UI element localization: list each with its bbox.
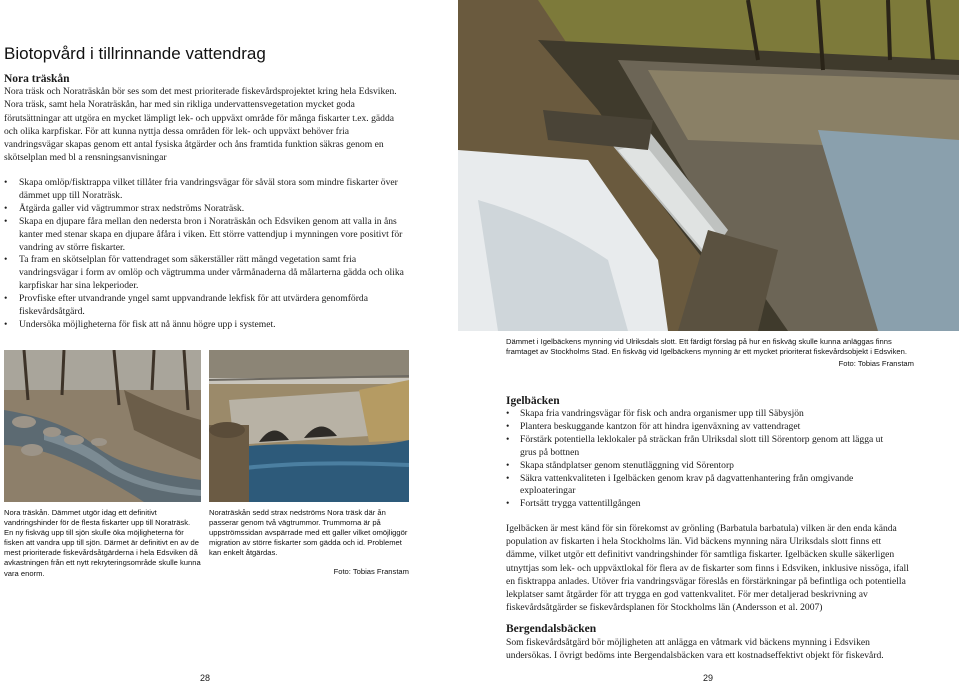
list-item: • Skapa omlöp/fisktrappa vilket tillåter fria vandringsvägar för såväl stora som mindre fiskarter över dämmet upp till Noraträsk. [4,177,408,203]
list-item: • Skapa fria vandringsvägar för fisk och andra organismer upp till Säbysjön [506,408,901,421]
stream-photo [4,350,201,502]
list-item: • Provfiske efter utvandrande yngel samt uppvandrande lekfisk för att utvärdera genomförda fiskevårdsåtgärd. [4,293,408,319]
list-item: • Fortsätt trygga vattentillgången [506,498,901,511]
caption-bridge [209,508,409,578]
list-item: • Förstärk potentiella leklokaler på sträckan från Ulriksdal slott till Sörentorp genom att lägga ut grus på bottnen [506,434,901,460]
list-item: • Säkra vattenkvaliteten i Igelbäcken genom krav på dagvattenhantering från omgivande exploateringar [506,473,901,499]
page-title: Biotopvård i tillrinnande vattendrag [4,44,266,63]
list-item: • Åtgärda galler vid vägtrummor strax nedströms Noraträsk. [4,203,408,216]
section-paragraph-bergendalsbacken: Som fiskevårdsåtgärd bör möjligheten att anlägga en våtmark vid bäckens mynning i Edsviken undersökas. I övrigt bedöms inte Bergendalsbäcken vara ett kostnadseffektivt objekt för fiskevård. [506,637,884,662]
photo-credit: Foto: Tobias Franstam [838,359,914,369]
list-item: • Plantera beskuggande kantzon för att hindra igenväxning av vattendraget [506,421,901,434]
photo-credit: Foto: Tobias Franstam [333,567,409,577]
section-heading-nora: Nora träskån [4,73,70,85]
weir-photo [458,0,959,331]
bridge-culvert-photo [209,350,409,502]
list-item: • Skapa ståndplatser genom stenutläggning vid Sörentorp [506,460,901,473]
igelbacken-bullet-list [506,408,901,511]
list-item: • Skapa en djupare fåra mellan den nedersta bron i Noraträskån och Edsviken genom att valla in åns kanter med stenar skapa en djupare åfåra i viken. Ett större vattendjup i mynningen vore positivt för vandring av större fiskarter. [4,216,408,255]
caption-bridge-text: Noraträskån sedd strax nedströms Nora träsk där ån passerar genom två vägtrummor. Trummorna är på uppströmssidan avspärrade med ett galler vilket omöjliggör migration av större fiskarter som gädda och id. Problemet kan enkelt åtgärdas. [209,508,408,558]
list-item: • Undersöka möjligheterna för fisk att nå ännu högre upp i systemet. [4,319,408,332]
section-heading-igelbacken: Igelbäcken [506,395,560,407]
nora-bullet-list [4,177,408,332]
section-paragraph-igelbacken: Igelbäcken är mest känd för sin förekomst av grönling (Barbatula barbatula) vilken är den enda kända population av fiskarten i hela Stockholms län. Vid bäckens mynning nära Ulriksdals slott finns ett dämme, vilket utgör ett definitivt vandringshinder för samtliga fiskarter. Igelbäcken skulle säkerligen utnyttjas som lek- och uppväxtlokal för flera av de fiskarter som finns i Edsviken, inklusive nissöga, ifall en fisktrappa anlades. Utöver fria vandringsvägar föreslås en förstärkningar på befintliga och potentiella lekplatser samt åtgärder för att trygga en god vattenkvalitet. För mer detaljerad beskrivning av fiskevårdsåtgärder se fiskevårdsplanen för Stockholms län (Andersson et al. 2007) [506,523,909,614]
section-paragraph-nora: Nora träsk och Noraträskån bör ses som det mest prioriterade fiskevårdsprojektet kring hela Edsviken. Nora träsk, samt hela Noraträskån, har med sin rikliga undervattensvegetation mycket goda förutsättningar att utgöra en mycket lämpligt lek- och uppväxt område för många fiskarter t.ex. gädda och olika karpfiskar. För att kunna nyttja dessa områden för lek- och uppväxt behöver fria vandringsvägar skapas genom ett antal fysiska åtgärder och åns framtida funktion säkras genom en skötselplan med bl a rensningsanvisningar [4,86,397,164]
page-number-right: 29 [703,673,714,683]
list-item: • Ta fram en skötselplan för vattendraget som säkerställer rätt mängd vegetation samt fria vandringsvägar i form av omlöp och vägtrumma under vårmånaderna då målarterna gädda och olika karpfiskar har sina lekperioder. [4,254,408,293]
caption-weir [506,337,914,369]
caption-weir-text: Dämmet i Igelbäckens mynning vid Ulriksdals slott. Ett färdigt förslag på hur en fiskväg skulle kunna anläggas finns framtaget av Stockholms Stad. En fiskväg vid Igelbäckens mynning är ett mycket prioriterat fiskevårdsobjekt i Edsviken. [506,337,907,357]
page-number-left: 28 [200,673,211,683]
section-heading-bergendalsbacken: Bergendalsbäcken [506,623,597,635]
caption-stream: Nora träskån. Dämmet utgör idag ett definitivt vandringshinder för de flesta fiskarter upp till Noraträsk. En ny fiskväg upp till sjön skulle öka möjligheterna för fisken att vandra upp till sjön. Därmet är definitivt en av de mest prioriterade fiskevårdsåtgärderna i hela Edsviken då avkastningen från ett nytt rekryteringsområde skulle kunna vara enorm. [4,508,201,578]
